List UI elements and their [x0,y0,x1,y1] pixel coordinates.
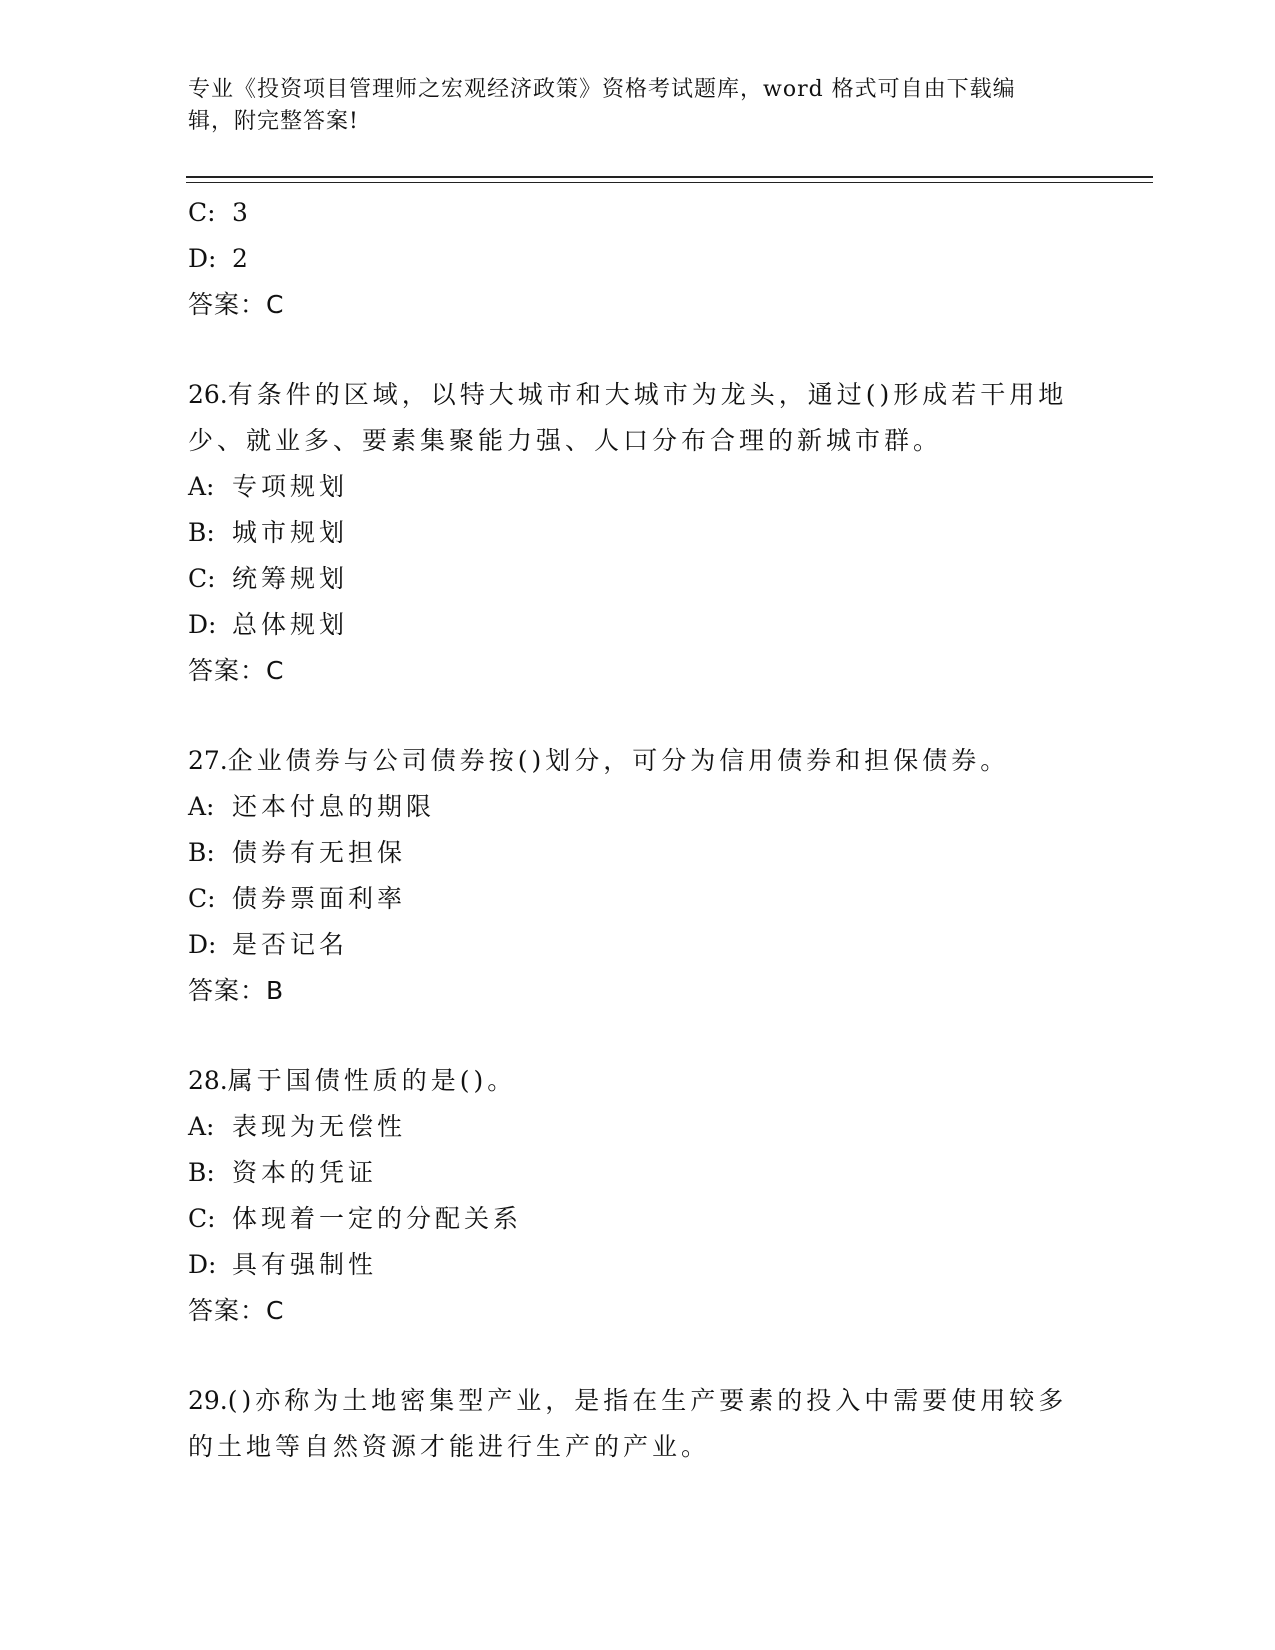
header-rule-thick [186,176,1153,178]
option-text: 债券有无担保 [232,838,407,867]
option-letter: B: [188,838,215,867]
question-text-line-1: 有条件的区域，以特大城市和大城市为龙头，通过()形成若干用地 [227,380,1068,409]
option-letter: C: [188,564,216,593]
option-text: 体现着一定的分配关系 [232,1204,523,1233]
question-number: 26. [188,380,228,409]
question-stem [188,1378,1088,1470]
question-content [188,190,1088,1470]
question-25-tail [188,190,1088,328]
option-text: 还本付息的期限 [232,792,436,821]
option-text: 3 [232,198,252,227]
option-d [188,602,1088,648]
option-c [188,556,1088,602]
option-letter: A: [188,1112,215,1141]
question-text-line-2: 少、就业多、要素集聚能力强、人口分布合理的新城市群。 [188,426,943,455]
option-text: 是否记名 [232,930,349,959]
option-text: 资本的凭证 [232,1158,378,1187]
question-29 [188,1378,1088,1470]
option-b [188,830,1088,876]
option-letter: D: [188,244,217,273]
question-stem [188,372,1088,464]
option-letter: B: [188,518,215,547]
option-text: 城市规划 [232,518,349,547]
question-text-line-1: ()亦称为土地密集型产业，是指在生产要素的投入中需要使用较多 [227,1386,1068,1415]
option-c [188,1196,1088,1242]
option-d [188,236,1088,282]
option-letter: C: [188,198,216,227]
option-text: 具有强制性 [232,1250,378,1279]
option-b [188,510,1088,556]
answer: 答案：C [188,290,285,319]
header-line-1: 专业《投资项目管理师之宏观经济政策》资格考试题库，word 格式可自由下载编 [188,77,1016,102]
option-a [188,464,1088,510]
option-text: 统筹规划 [232,564,349,593]
option-a [188,1104,1088,1150]
option-letter: C: [188,884,216,913]
question-26 [188,372,1088,694]
option-c [188,876,1088,922]
option-b [188,1150,1088,1196]
question-27 [188,738,1088,1014]
option-text: 2 [232,244,252,273]
option-c [188,190,1088,236]
header-rule-thin [186,182,1153,183]
option-letter: A: [188,792,215,821]
answer: 答案：C [188,1296,285,1325]
question-stem [188,1058,1088,1104]
question-text-line-1: 属于国债性质的是()。 [227,1066,517,1095]
option-letter: C: [188,1204,216,1233]
option-text: 总体规划 [232,610,349,639]
answer: 答案：B [188,976,285,1005]
option-text: 债券票面利率 [232,884,407,913]
page-header [188,74,1068,138]
option-letter: D: [188,610,217,639]
option-letter: B: [188,1158,215,1187]
question-stem [188,738,1088,784]
answer: 答案：C [188,656,285,685]
option-a [188,784,1088,830]
question-28 [188,1058,1088,1334]
header-line-2: 辑，附完整答案! [188,109,359,134]
question-number: 28. [188,1066,228,1095]
question-text-line-1: 企业债券与公司债券按()划分，可分为信用债券和担保债券。 [227,746,1010,775]
question-number: 27. [188,746,228,775]
option-text: 专项规划 [232,472,349,501]
option-d [188,1242,1088,1288]
option-text: 表现为无偿性 [232,1112,407,1141]
option-letter: D: [188,930,217,959]
option-letter: A: [188,472,215,501]
question-number: 29. [188,1386,228,1415]
option-d [188,922,1088,968]
question-text-line-2: 的土地等自然资源才能进行生产的产业。 [188,1432,711,1461]
option-letter: D: [188,1250,217,1279]
